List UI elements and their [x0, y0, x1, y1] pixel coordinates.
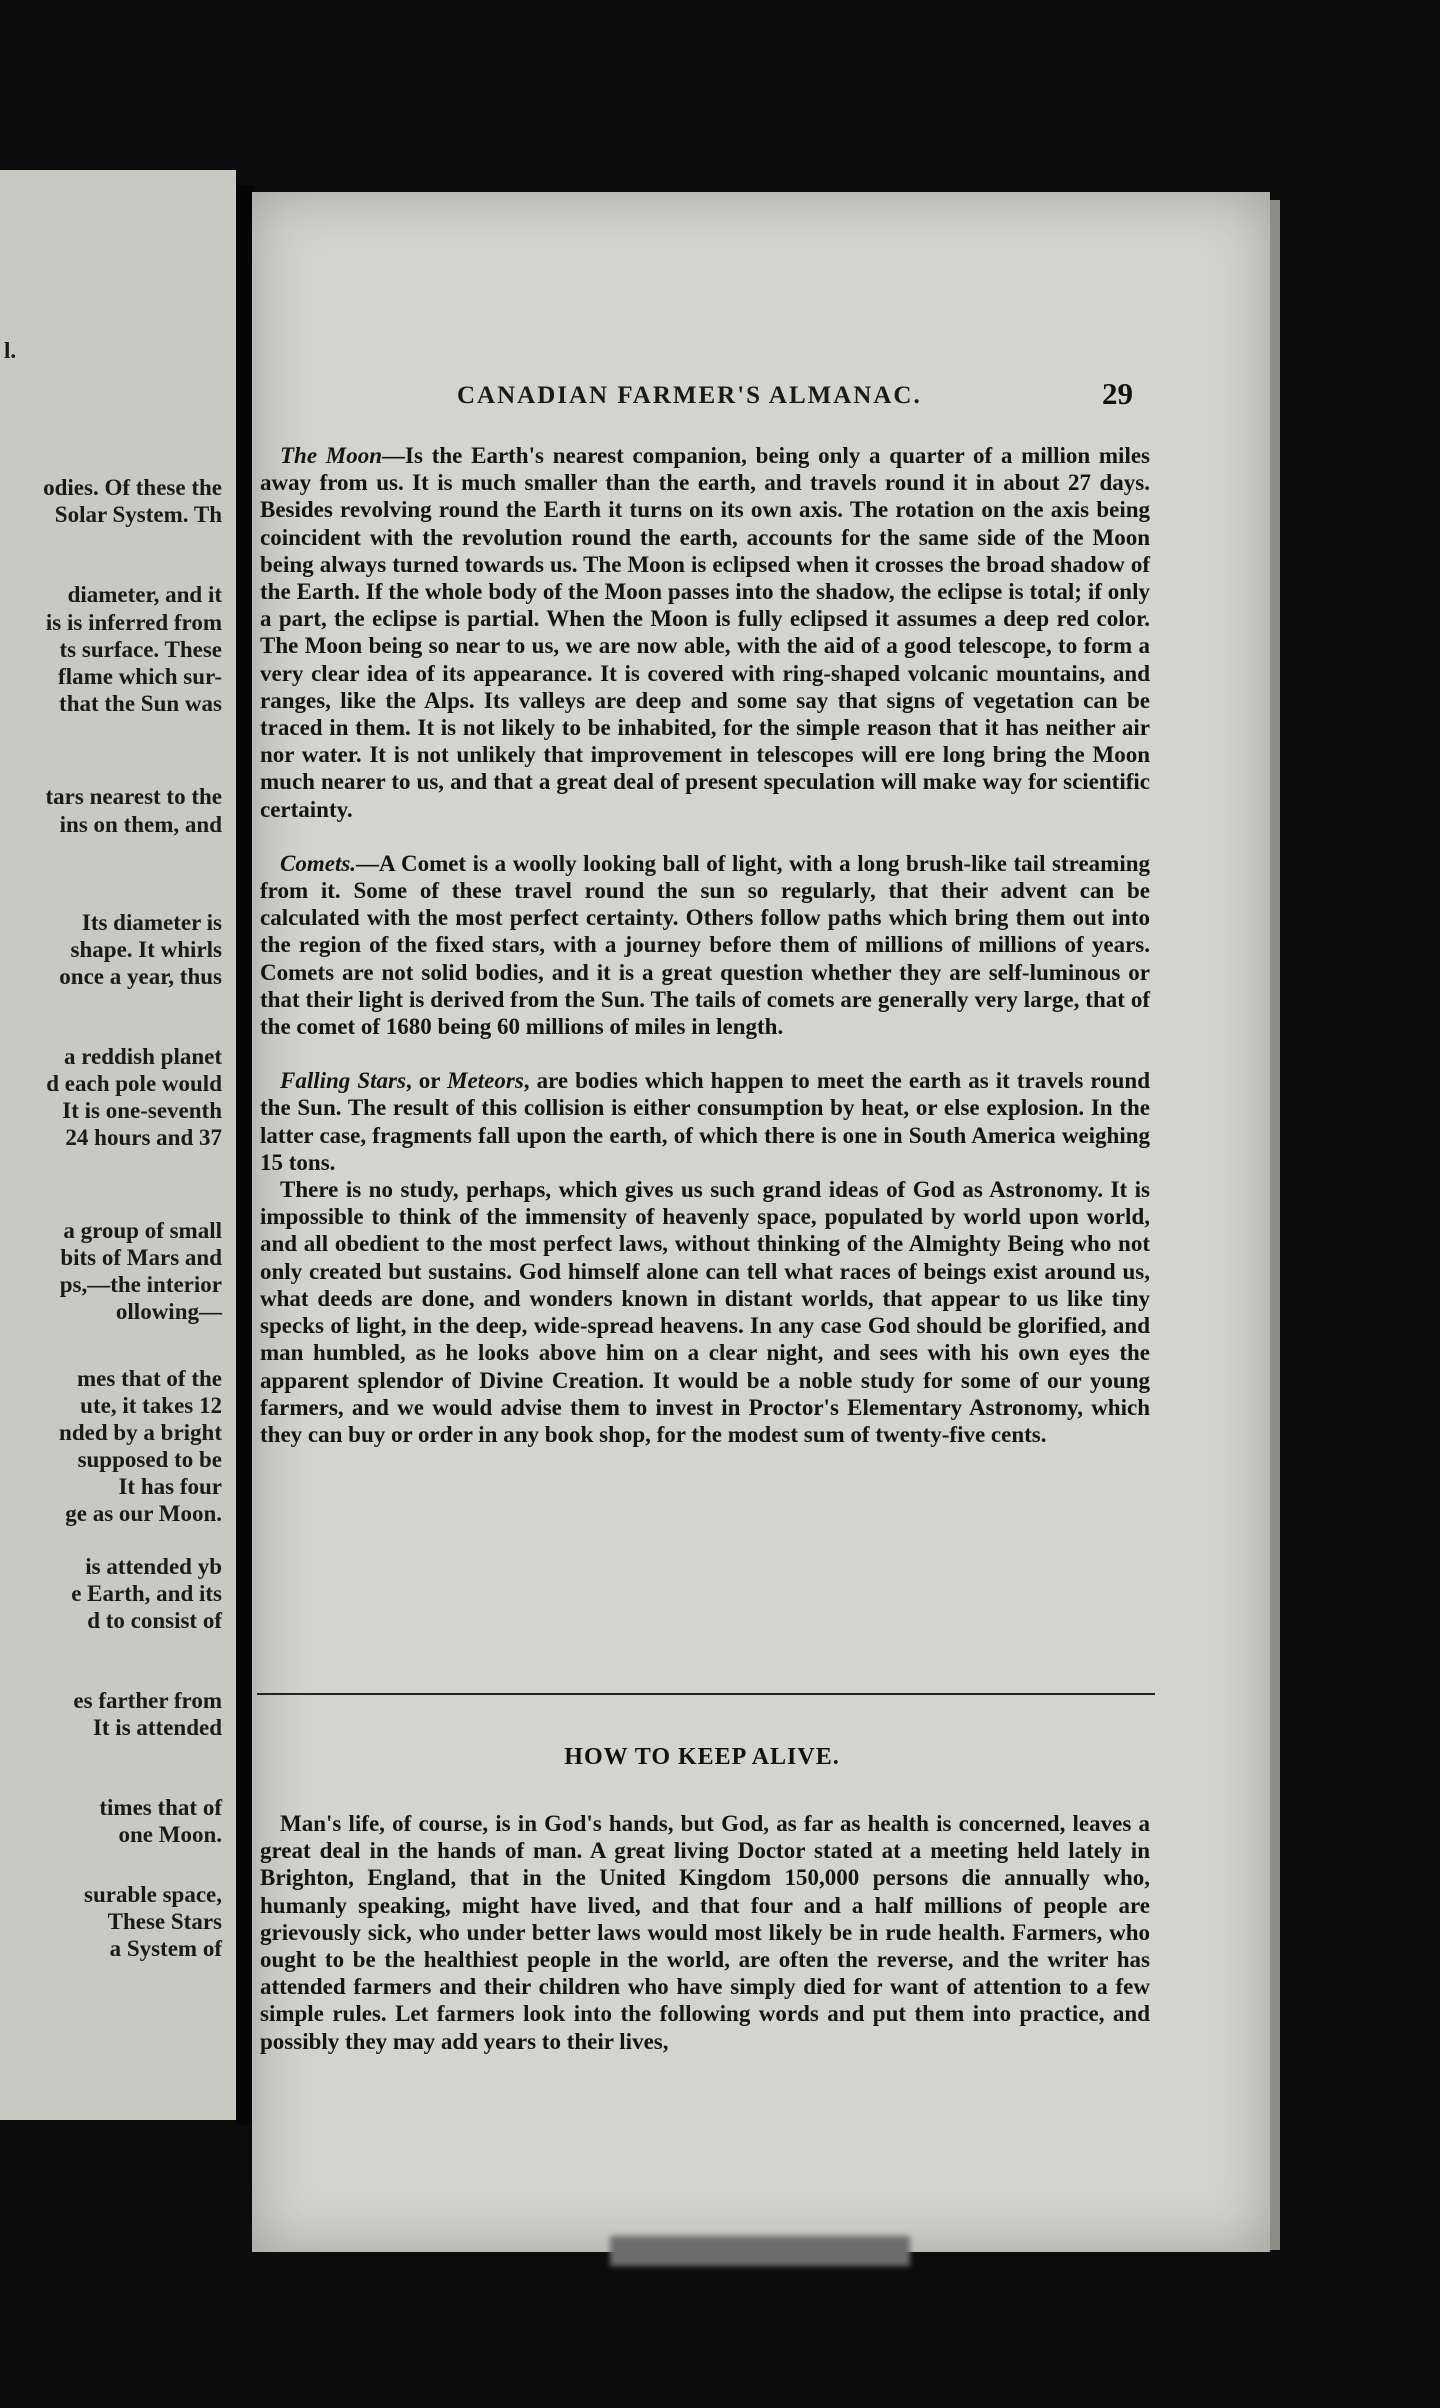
left-line: flame which sur-	[58, 664, 222, 689]
left-line: ollowing—	[115, 1299, 222, 1324]
left-line: It is one-seventh	[62, 1098, 222, 1123]
almanac-page	[252, 192, 1270, 2252]
left-line: ins on them, and	[59, 812, 222, 837]
left-line: a group of small	[63, 1218, 222, 1243]
left-line: 24 hours and 37	[65, 1125, 222, 1150]
left-line: mes that of the	[77, 1366, 222, 1391]
left-line: that the Sun was	[59, 691, 222, 716]
falling-stars-lead: Falling Stars	[280, 1068, 406, 1094]
left-line: is is inferred from	[45, 610, 222, 635]
left-line: e Earth, and its	[71, 1581, 222, 1606]
left-line: a reddish planet	[63, 1044, 222, 1069]
comets-lead: Comets.	[280, 850, 357, 876]
falling-stars-text: , are bodies which happen to meet the earth as it travels round the Sun. The result of this collision is either consumption by heat, or else explosion. In the latter case, fragments fall upon the earth, of which there is one in South America weighing 15 tons.	[260, 1068, 1150, 1175]
left-line: odies. Of these the	[43, 475, 222, 500]
left-line: ts surface. These	[59, 637, 222, 662]
left-line: tars nearest to the	[45, 784, 222, 809]
page-header	[252, 376, 1270, 422]
left-line: one Moon.	[118, 1822, 222, 1847]
comets-text: —A Comet is a woolly looking ball of light, with a long brush-like tail streaming from it. Some of these travel round the sun so regularly, that their advent can be calculated with the most perfect certainty. Others follow paths which bring them out into the region of the fixed stars, with a journey before them of millions of millions of years. Comets are not solid bodies, and it is a great question whether they are self-luminous or that their light is derived from the Sun. The tails of comets are generally very large, that of the comet of 1680 being 60 millions of miles in length.	[260, 850, 1150, 1040]
left-line: once a year, thus	[59, 964, 222, 989]
left-line: ps,—the interior	[59, 1272, 222, 1297]
moon-text: —Is the Earth's nearest companion, being only a quarter of a million miles away from us. It is much smaller than the earth, and travels round it in about 27 days. Besides revolving round the Earth it turns on its own axis. The rotation on the axis being coincident with the revolution round the earth, accounts for the same side of the Moon being always turned towards us. The Moon is eclipsed when it crosses the broad shadow of the Earth. If the whole body of the Moon passes into the shadow, the eclipse is total; if only a part, the eclipse is partial. When the Moon is fully eclipsed it assumes a deep red color. The Moon being so near to us, we are now able, with the aid of a good telescope, to form a very clear idea of its appearance. It is covered with ring-shaped volcanic mountains, and ranges, like the Alps. Its valleys are deep and some say that signs of vegetation can be traced in them. It is not likely to be inhabited, for the simple reason that it has neither air nor water. It is not unlikely that improvement in telescopes will ere long bring the Moon much nearer to us, and that a great deal of present speculation will make way for scientific certainty.	[260, 443, 1150, 822]
scan-smudge	[610, 2236, 910, 2266]
left-line: is attended yb	[85, 1554, 222, 1579]
left-line: It has four	[118, 1474, 222, 1499]
page-number: 29	[1102, 376, 1133, 411]
left-line: Its diameter is	[81, 910, 222, 935]
moon-lead: The Moon	[280, 443, 383, 468]
left-line: nded by a bright	[59, 1420, 222, 1445]
running-head: CANADIAN FARMER'S ALMANAC.	[457, 382, 922, 409]
falling-stars-joiner: , or	[405, 1068, 448, 1094]
section-paragraph: Man's life, of course, is in God's hands, but God, as far as health is concerned, leaves a great deal in the hands of man. A great living Doctor stated at a meeting held lately in Brighton, England, that in the United Kingdom 150,000 persons die annually who, humanly speaking, might have lived, and that four and a half millions of people are grievously sick, who under better laws would most likely be in rude health. Farmers, who ought to be the healthiest people in the world, are often the reverse, and the writer has attended farmers and their children who have simply died for want of attention to a few simple rules. Let farmers look into the following words and put them into practice, and possibly they may add years to their lives,	[260, 1811, 1150, 2054]
meteors-lead: Meteors	[447, 1068, 524, 1094]
left-line: es farther from	[73, 1688, 222, 1713]
moon-paragraph	[260, 442, 1150, 823]
left-line: l.	[4, 338, 17, 363]
falling-stars-paragraph	[260, 1067, 1150, 1176]
left-line: surable space,	[84, 1882, 222, 1907]
left-line: It is attended	[92, 1715, 222, 1740]
left-line: a System of	[109, 1936, 222, 1961]
left-line: bits of Mars and	[60, 1245, 222, 1270]
article-body	[260, 442, 1150, 1448]
left-line: Solar System. Th	[54, 502, 222, 527]
left-line: shape. It whirls	[70, 937, 222, 962]
left-line: d to consist of	[87, 1608, 222, 1633]
left-line: ute, it takes 12	[80, 1393, 222, 1418]
left-line: ge as our Moon.	[65, 1501, 222, 1526]
left-line: times that of	[99, 1795, 222, 1820]
page-edge	[1270, 200, 1280, 2250]
comets-paragraph	[260, 850, 1150, 1040]
left-line: supposed to be	[77, 1447, 222, 1472]
left-line: d each pole would	[46, 1071, 222, 1096]
left-line: These Stars	[107, 1909, 222, 1934]
left-page-fragment	[0, 170, 236, 2120]
section-divider	[257, 1693, 1155, 1695]
left-line: diameter, and it	[67, 582, 222, 607]
section-body	[260, 1810, 1150, 2055]
section-heading: HOW TO KEEP ALIVE.	[564, 1744, 840, 1770]
astronomy-paragraph: There is no study, perhaps, which gives us such grand ideas of God as Astronomy. It is impossible to think of the immensity of heavenly space, populated by world upon world, and all obedient to the most perfect laws, without thinking of the Almighty Being who not only created but sustains. God himself alone can tell what races of beings exist around us, what deeds are done, and wonders known in distant worlds, that appear to us like tiny specks of light, in the deep, wide-spread heavens. In any case God should be glorified, and man humbled, as he looks above him on a clear night, and sees with his own eyes the apparent splendor of Divine Creation. It would be a noble study for some of our young farmers, and we would advise them to invest in Proctor's Elementary Astronomy, which they can buy or order in any book shop, for the modest sum of twenty-five cents.	[260, 1177, 1150, 1447]
